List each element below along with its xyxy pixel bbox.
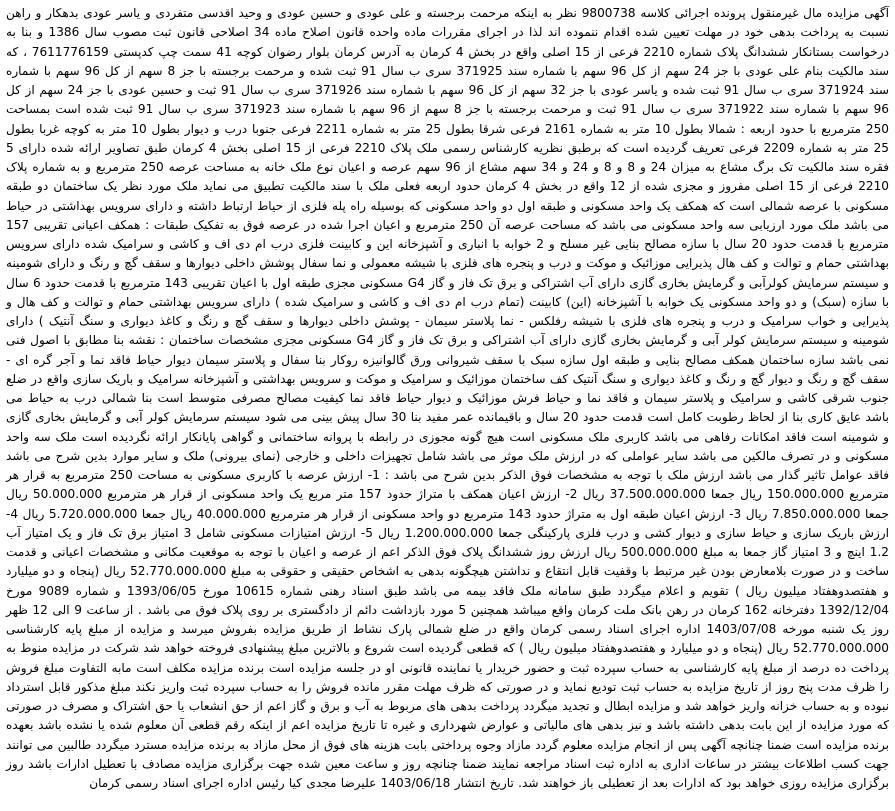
auction-notice-body: آگهی مزایده مال غیرمنقول پرونده اجرائی کلاسه 9800738 نظر به اینکه مرحمت برجسته و علی عودی و حسین عودی و وحید اقدسی متفردی و یاسر عودی بدهکار و راهن نسبت به پرداخت بدهی خود در مهلت تعیین شده اقدام ننموده اند لذا در اجرای مقررات ماده واحده قانون اصلاح ماده 34 اصلاحی قانون ثبت مصوب سال 1386 و بنا به درخواست بستانکار ششدانگ پلاک شماره 2210 فرعی از 15 اصلی واقع در بخش 4 کرمان به آدرس کرمان بلوار رضوان کوچه 41 سمت چپ کدپستی 7611776159 ، که سند مالکیت بنام علی عودی با جز 24 سهم از کل 96 سهم با شماره سند 371925 سری ب سال 91 ثبت شده و مرحمت برجسته با جز 8 سهم از کل 96 سهم با شماره سند 371924 سری ب سال 91 ثبت شده و یاسر عودی با جز 32 سهم از کل 96 سهم با شماره سند 371926 سری ب سال 91 ثبت و حسین عودی با جز 24 سهم از کل 96 سهم با شماره سند 371922 سری ب سال 91 ثبت و مرحمت برجسته با جز 8 سهم از 96 سهم با شماره سند 371923 سری ب سال 91 ثبت شده است بمساحت 250 مترمربع با حدود اربعه : شمالا بطول 10 متر به شماره 2161 فرعی شرقا بطول 25 متر به شماره 2211 فرعی جنوبا درب و دیوار بطول 10 متر به کوچه غربا بطول 25 متر به شماره 2209 فرعی تعریف گردیده است که برطبق نظریه کارشناس رسمی ملک پلاک 2210 فرعی از 15 اصلی بخش 4 کرمان طبق تصاویر ارائه شده دارای 5 فقره سند مالکیت تک برگ مشاع به میزان 24 و 8 و 8 و 24 و 34 سهم مشاع از 96 سهم عرصه و اعیان نوع ملک خانه به مساحت عرصه 250 مترمربع و به شماره پلاک 2210 فرعی از 15 اصلی مفروز و مجزی شده از 12 واقع در بخش 4 کرمان حدود اربعه فعلی ملک با سند مالکیت تطبیق می نماید ملک مورد نظر یک ساختمان دو طبقه مسکونی با عرصه شمالی است که همکف یک واحد مسکونی و طبقه اول دو واحد مسکونی که بوسیله راه پله فلزی از حیاط ارتباط داشته و دارای سرویس بهداشتی در حیاط می باشد ملک مورد ارزیابی سه واحد مسکونی می باشد که مساحت عرصه آن 250 مترمربع و اعیان اجرا شده در عرصه فوق به تفکیک طبقات : همکف اعیانی تقریبی 157 مترمربع با قدمت حدود 20 سال با سازه مصالح بنایی غیر مسلح و 2 خوابه با انباری و آشپزخانه این و کابینت فلزی درب ام دی اف و کاشی و سرامیک شده دارای سرویس بهداشتی حمام و توالت و کف هال پذیرایی موزائیک و موکت و درب و پنجره های فلزی با شیشه معمولی و نما سفال پوشش داخلی دیوارها و سقف گچ و رنگ و دارای شومینه و سیستم سرمایش کولرآبی و گرمایش بخاری گازی دارای آب اشتراکی و برق تک فاز و گاز G4 مسکونی مجزی طبقه اول با اعیان تقریبی 143 مترمربع با قدمت حدود 6 سال با سازه (سبک) و دو واحد مسکونی یک خوابه با آشپزخانه (این) کابینت (تمام درب ام دی اف و کاشی و سرامیک شده ) دارای سرویس بهداشتی حمام و توالت و کف هال و پذیرایی و خواب سرامیک و درب و پنجره های فلزی با شیشه رفلکس - نما پلاستر سیمان - پوشش داخلی دیوارها و سقف گچ و رنگ و کاغذ دیواری و سنگ آنتیک ) دارای شومینه و سیستم سرمایش کولر آبی و گرمایش بخاری گازی دارای آب اشتراکی و برق تک فاز و گاز G4 مسکونی مجزی مشخصات ساختمان : نقشه بنا مطابق با اصول فنی نمی باشد سازه ساختمان همکف مصالح بنایی و طبقه اول سازه سبک با سقف شیروانی ورق گالوانیزه روکار بنا سفال و پلاستر سیمان دیوار حیاط فاقد نما و آجر گره ای - سقف گچ و رنگ و دیوار گچ و رنگ و کاغذ دیواری و سنگ آنتیک کف ساختمان موزائیک و سرامیک و موکت و سرویس بهداشتی و آشپزخانه سرامیک و باریک سازی واقع در ضلع جنوب شرقی کاشی و سرامیک و پلاستر سیمان و فاقد نما و حیاط فرش موزائیک و دیوار حیاط فاقد نما کیفیت مصالح مصرفی متوسط است بنا شمالی درب به حیاط می باشد عایق کاری بنا از لحاظ رطوبت کامل است قدمت حدود 20 سال و باقیمانده عمر مفید بنا 30 سال پیش بینی می شود سیستم سرمایش کولر آبی و گرمایش بخاری گازی و شومینه است فاقد امکانات رفاهی می باشد کاربری ملک مسکونی است هیچ گونه مجوزی در رابطه با پروانه ساختمانی و گواهی پایانکار ارائه نگردیده است ملک سه واحد مسکونی و در تصرف مالکین می باشد سایر عواملی که در ارزش ملک موثر می باشد شامل تجهیزات داخلی و خارجی (نمای بیرونی) ملک و سایر موارد بدین شرح می باشد فاقد عوامل تاثیر گذار می باشد ارزش ملک با توجه به مشخصات فوق الذکر بدین شرح می باشد : 1- ارزش عرصه با کاربری مسکونی به مساحت 250 مترمربع به قرار هر مترمربع 150.000.000 ریال جمعا 37.500.000.000 ریال 2- ارزش اعیان همکف با متراژ حدود 157 متر مربع یک واحد مسکونی از قرار هر مترمربع 50.000.000 ریال جمعا 7.850.000.000 ریال 3- ارزش اعیان طبقه اول به متراژ حدود 143 مترمربع دو واحد مسکونی از قرار هر مترمربع 40.000.000 ریال جمعا 5.720.000.000 ریال 4- ارزش باریک سازی و حیاط سازی و دیوار کشی و درب فلزی پارکینگی جمعا 1.200.000.000 ریال 5- ارزش امتیازات مسکونی شامل 3 امتیاز برق تک فاز و یک امتیاز آب 1.2 اینچ و 3 امتیاز گاز جمعا به مبلغ 500.000.000 ریال ارزش روز ششدانگ پلاک فوق الذکر اعم از عرصه و اعیان با توجه به موقعیت مکانی و مشخصات اعیانی و قدمت ساخت و در صورت بلامعارض بودن غیر مرتبط با وقفیت قابل انتقاع و نداشتن هیچگونه بدهی به اشخاص حقیقی و حقوقی به مبلغ 52.770.000.000 ریال (پنجاه و دو میلیارد و هفتصدوهفتاد میلیون ریال ) تقویم و اعلام میگردد طبق سامانه ملک فاقد بیمه می باشد طبق اسناد رهنی شماره 10615 مورخ 1393/06/05 و شماره 9089 مورخ 1392/12/04 دفترخانه 162 کرمان در رهن بانک ملت کرمان واقع میباشد همچنین 5 مورد بازداشت دائم از دادگستری بر روی پلاک فوق می باشد . از ساعت 9 الی 12 ظهر روز یک شنبه مورخه 1403/07/08 اداره اجرای اسناد رسمی کرمان واقع در ضلع شمالی پارک نشاط از طریق مزایده بفروش میرسد و مزایده از مبلغ پایه کارشناسی 52.770.000.000 ریال (پنجاه و دو میلیارد و هفتصدوهفتاد میلیون ریال ) که قطعی گردیده است شروع و بالاترین مبلغ پیشنهادی فروخته خواهد شد شرکت در مزایده منوط به پرداخت ده درصد از مبلغ پایه کارشناسی به حساب سپرده ثبت و حضور خریدار یا نماینده قانونی او در جلسه مزایده است برنده مزایده مکلف است مابه التفاوت مبلغ فروش را ظرف مدت پنج روز از تاریخ مزایده به حساب ثبت تودیع نماید و در صورتی که ظرف مهلت مقرر مانده فروش را به حساب سپرده ثبت واریز نکند مبلغ مذکور قابل استرداد نبوده و به حساب خزانه واریز خواهد شد و مزایده ابطال و تجدید میگردد پرداخت بدهی های مربوط به آب و برق و گاز اعم از حق انشعاب یا حق اشتراک و مصرف در صورتی که مورد مزایده از این بابت بدهی داشته باشد و نیز بدهی های مالیاتی و عوارض شهرداری و غیره تا تاریخ مزایده اعم از اینکه رقم قطعی آن معلوم شده یا نشده باشد بعهده برنده مزایده است ضمنا چنانچه آگهی پس از انجام مزایده معلوم گردد مازاد وجوه پرداختی بابت هزینه های فوق از محل مازاد به برنده مزایده مسترد میگردد طالبین می توانند جهت کسب اطلاعات بیشتر در ساعات اداری به اداره ثبت اسناد مراجعه نمایند ضمنا چنانچه روز و ساعت معین شده جهت برگزاری مزایده مصادف با تعطیل ادارات باشد روز برگزاری مزایده روزی خواهد بود که ادارات بعد از تعطیلی باز خواهند شد. تاریخ انتشار 1403/06/18 علیرضا مجدی کیا رئیس اداره اجرای اسناد رسمی کرمان [6,6,890,790]
